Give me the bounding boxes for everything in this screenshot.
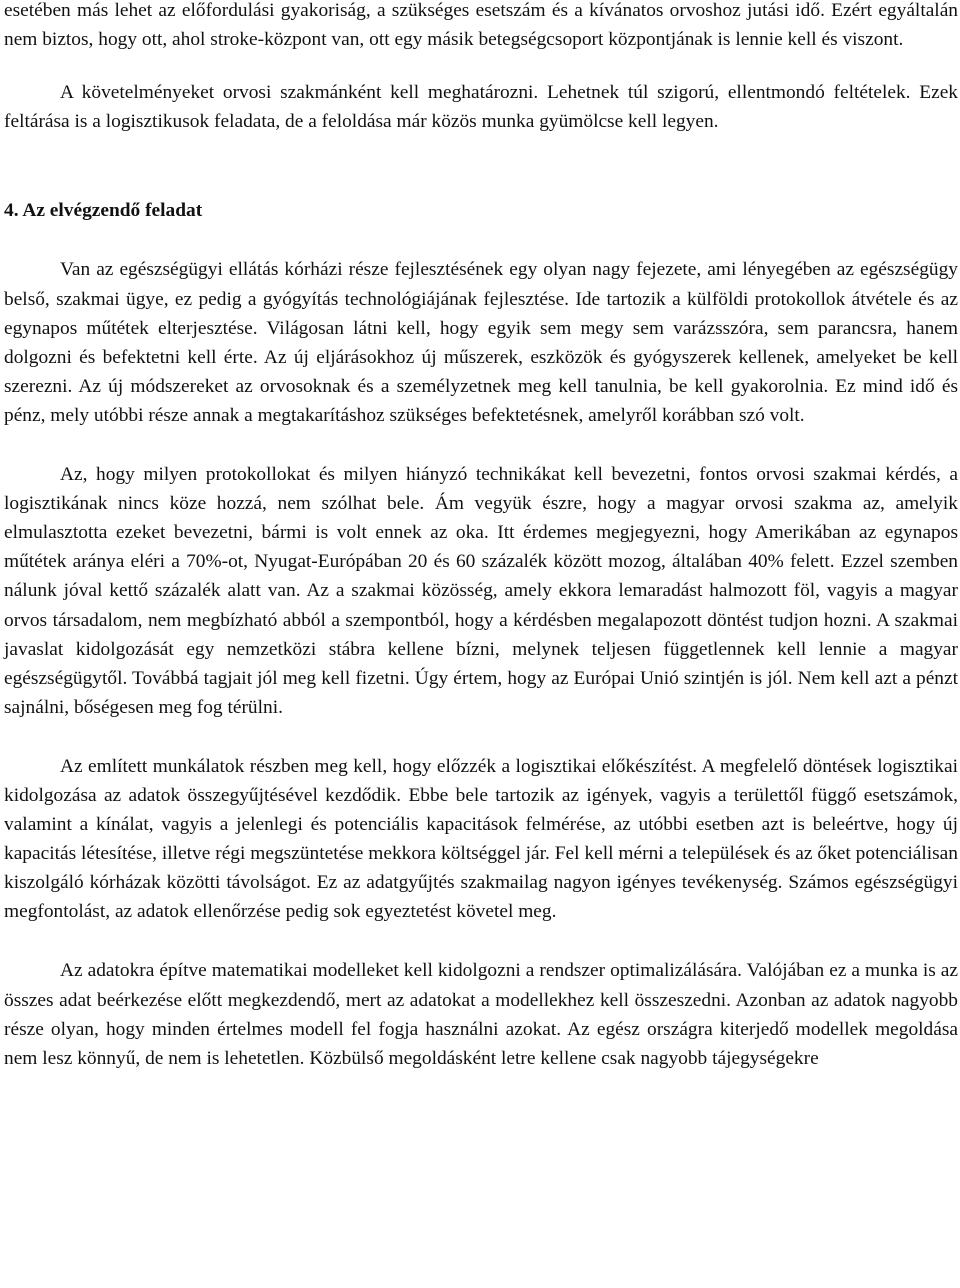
document-page — [4, 0, 958, 1073]
paragraph-protocols: Az, hogy milyen protokollokat és milyen hiányzó technikákat kell bevezetni, fontos orvosi szakmai kérdés, a logisztikának nincs köze hozzá, nem szólhat bele. Ám vegyük észre, hogy a magyar orvosi szakma az, amelyik elmulasztotta ezeket bevezetni, bármi is volt ennek az oka. Itt érdemes megjegyezni, hogy Amerikában az egynapos műtétek aránya eléri a 70%-ot, Nyugat-Európában 20 és 60 százalék között mozog, általában 40% felett. Ezzel szemben nálunk jóval kettő százalék alatt van. Az a szakmai közösség, amely ekkora lemaradást halmozott föl, vagyis a magyar orvos társadalom, nem megbízható abból a szempontból, hogy a kérdésben megalapozott döntést tudjon hozni. A szakmai javaslat kidolgozását egy nemzetközi stábra kellene bízni, melynek teljesen függetlennek kell lennie a magyar egészségügytől. Továbbá tagjait jól meg kell fizetni. Úgy értem, hogy az Európai Unió szintjén is jól. Nem kell azt a pénzt sajnálni, bőségesen meg fog térülni. — [4, 464, 958, 718]
section-heading: 4. Az elvégzendő feladat — [4, 200, 203, 222]
paragraph-requirements: A követelményeket orvosi szakmánként kell meghatározni. Lehetnek túl szigorú, ellentmondó feltételek. Ezek feltárása is a logisztikusok feladata, de a feloldása már közös munka gyümölcse kell legyen. — [4, 82, 958, 133]
paragraph-mathematical-models: Az adatokra építve matematikai modelleket kell kidolgozni a rendszer optimalizálására. Valójában ez a munka is az összes adat beérkezése előtt megkezdendő, mert az adatokat a modellekhez kell összeszedni. Azonban az adatok nagyobb része olyan, hogy minden értelmes modell fel fogja használni azokat. Az egész országra kiterjedő modellek megoldása nem lesz könnyű, de nem is lehetetlen. Közbülső megoldásként letre kellene csak nagyobb tájegységekre — [4, 960, 958, 1069]
paragraph-data-collection: Az említett munkálatok részben meg kell, hogy előzzék a logisztikai előkészítést. A megfelelő döntések logisztikai kidolgozása az adatok összegyűjtésével kezdődik. Ebbe bele tartozik az igények, vagyis a területtől függő esetszámok, valamint a kínálat, vagyis a jelenlegi és potenciális kapacitások felmérése, az utóbbi esetben azt is beleértve, hogy új kapacitás létesítése, illetve régi megszüntetése mekkora költséggel jár. Fel kell mérni a települések és az őket potenciálisan kiszolgáló kórházak közötti távolságot. Ez az adatgyűjtés szakmailag nagyon igényes tevékenység. Számos egészségügyi megfontolást, az adatok ellenőrzése pedig sok egyeztetést követel meg. — [4, 755, 958, 923]
paragraph-continuation: esetében más lehet az előfordulási gyakoriság, a szükséges esetszám és a kívánatos orvoshoz jutási idő. Ezért egyáltalán nem biztos, hogy ott, ahol stroke-központ van, ott egy másik betegségcsoport központjának is lennie kell és viszont. — [4, 0, 958, 51]
paragraph-technology-development: Van az egészségügyi ellátás kórházi része fejlesztésének egy olyan nagy fejezete, ami lényegében az egészségügy belső, szakmai ügye, ez pedig a gyógyítás technológiájának fejlesztése. Ide tartozik a külföldi protokollok átvétele és az egynapos műtétek elterjesztése. Világosan látni kell, hogy egyik sem megy sem varázsszóra, sem parancsra, hanem dolgozni és befektetni kell érte. Az új eljárásokhoz új műszerek, eszközök és gyógyszerek kellenek, amelyeket be kell szerezni. Az új módszereket az orvosoknak és a személyzetnek meg kell tanulnia, be kell gyakorolnia. Ez mind idő és pénz, mely utóbbi része annak a megtakarításhoz szükséges befektetésnek, amelyről korábban szó volt. — [4, 259, 958, 426]
